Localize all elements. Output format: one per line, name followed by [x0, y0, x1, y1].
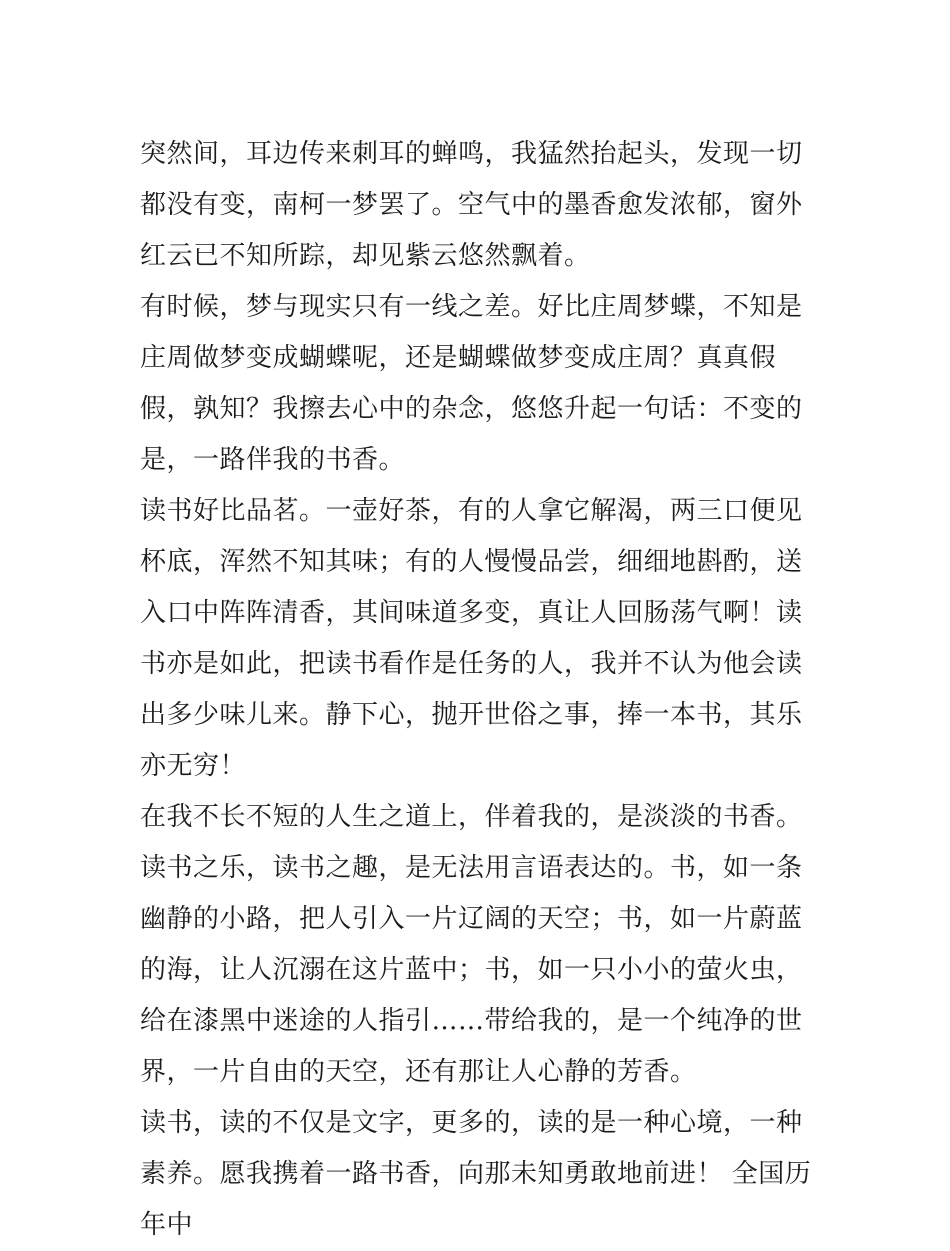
- paragraph-book-fragrance: 在我不长不短的人生之道上，伴着我的，是淡淡的书香。读书之乐，读书之趣，是无法用言语表达的。书，如一条幽静的小路，把人引入一片辽阔的天空；书，如一片蔚蓝的海，让人沉溺在这片蓝中；书，如一只小小的萤火虫，给在漆黑中迷途的人指引……带给我的，是一个纯净的世界，一片自由的天空，还有那让人心静的芳香。: [140, 802, 803, 1087]
- document-body: [140, 129, 820, 1251]
- paragraph-tea: 读书好比品茗。一壶好茶，有的人拿它解渴，两三口便见杯底，浑然不知其味；有的人慢慢品尝，细细地斟酌，送入口中阵阵清香，其间味道多变，真让人回肠荡气啊！读书亦是如此，把读书看作是任务的人，我并不认为他会读出多少味儿来。静下心，抛开世俗之事，捧一本书，其乐亦无穷！: [140, 496, 803, 781]
- paragraph-conclusion: 读书，读的不仅是文字，更多的，读的是一种心境，一种素养。愿我携着一路书香，向那未知勇敢地前进！ 全国历年中: [140, 1108, 812, 1240]
- paragraph-dream: 突然间，耳边传来刺耳的蝉鸣，我猛然抬起头，发现一切都没有变，南柯一梦罢了。空气中的墨香愈发浓郁，窗外红云已不知所踪，却见紫云悠然飘着。: [140, 139, 803, 271]
- paragraph-butterfly: 有时候，梦与现实只有一线之差。好比庄周梦蝶，不知是庄周做梦变成蝴蝶呢，还是蝴蝶做梦变成庄周？真真假假，孰知？我擦去心中的杂念，悠悠升起一句话：不变的是，一路伴我的书香。: [140, 292, 803, 475]
